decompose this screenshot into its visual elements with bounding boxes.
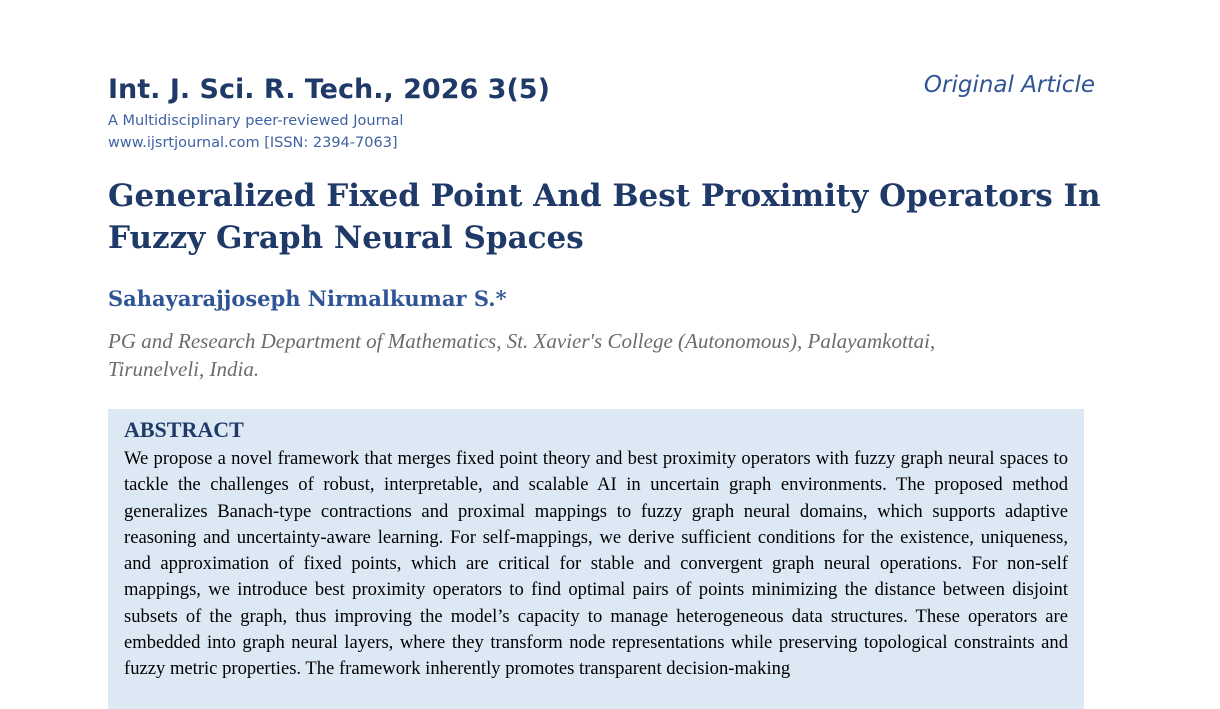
paper-title: Generalized Fixed Point And Best Proximity Operators In Fuzzy Graph Neural Spaces <box>108 178 1101 256</box>
journal-title: Int. J. Sci. R. Tech., 2026 3(5) <box>108 74 550 105</box>
abstract-section <box>108 409 1084 709</box>
author-name: Sahayarajjoseph Nirmalkumar S.* <box>108 286 507 311</box>
article-type-label: Original Article <box>923 72 1095 98</box>
abstract-heading: ABSTRACT <box>124 417 244 442</box>
author-affiliation: PG and Research Department of Mathematics, St. Xavier's College (Autonomous), Palayamkottai, Tirunelveli, India. <box>108 329 936 381</box>
journal-subtitle: A Multidisciplinary peer-reviewed Journal <box>108 113 404 129</box>
journal-website: www.ijsrtjournal.com [ISSN: 2394-7063] <box>108 135 398 151</box>
abstract-text: We propose a novel framework that merges fixed point theory and best proximity operators with fuzzy graph neural spaces to tackle the challenges of robust, interpretable, and scalable AI in uncertain graph environments. The proposed method generalizes Banach-type contractions and proximal mappings to fuzzy graph neural domains, which supports adaptive reasoning and uncertainty-aware learning. For self-mappings, we derive sufficient conditions for the existence, uniqueness, and approximation of fixed points, which are critical for stable and convergent graph neural operations. For non-self mappings, we introduce best proximity operators to find optimal pairs of points minimizing the distance between disjoint subsets of the graph, thus improving the model’s capacity to manage heterogeneous data structures. These operators are embedded into graph neural layers, where they transform node representations while preserving topological constraints and fuzzy metric properties. The framework inherently promotes transparent decision-making <box>124 448 1068 680</box>
